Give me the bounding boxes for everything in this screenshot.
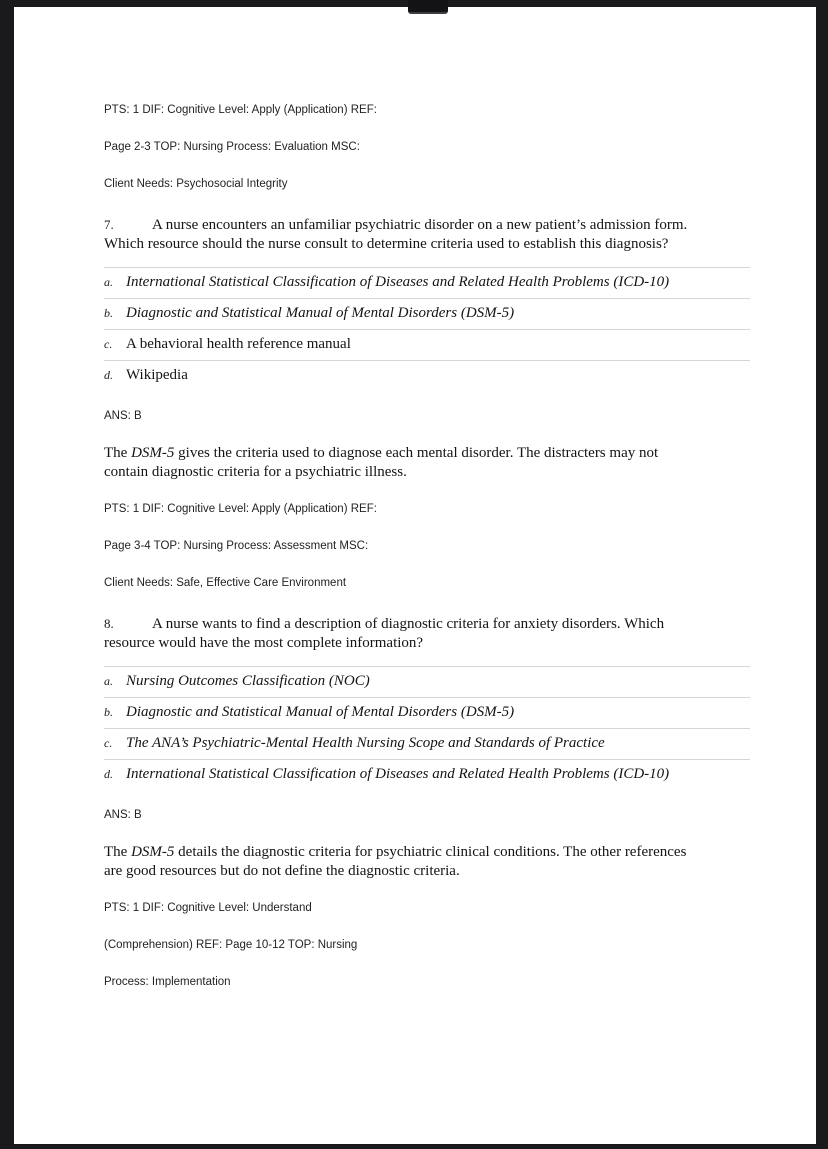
option-text: Wikipedia <box>126 366 188 383</box>
question-8 <box>104 614 688 654</box>
meta-line-page-top: Page 2-3 TOP: Nursing Process: Evaluation MSC: <box>104 141 360 153</box>
meta-line-client-needs: Client Needs: Safe, Effective Care Environment <box>104 577 347 590</box>
option-letter: b. <box>104 704 113 719</box>
document-page <box>14 7 816 1144</box>
option-text: International Statistical Classification of Diseases and Related Health Problems (ICD-10) <box>126 273 670 290</box>
meta-line-ref: (Comprehension) REF: Page 10-12 TOP: Nursing <box>104 939 358 952</box>
rationale-text: The <box>104 843 132 860</box>
option-letter: b. <box>104 305 113 320</box>
option-row-a <box>104 666 750 697</box>
meta-line-pts: PTS: 1 DIF: Cognitive Level: Apply (Application) REF: <box>104 104 377 116</box>
rationale-book-title: DSM-5 <box>131 843 175 860</box>
rationale-text: details the diagnostic criteria for psychiatric clinical conditions. The other references are good resources but do not define the diagnostic criteria. <box>104 843 687 880</box>
meta-line-page-top: Page 3-4 TOP: Nursing Process: Assessment MSC: <box>104 540 369 553</box>
option-text: A behavioral health reference manual <box>126 335 351 352</box>
option-row-d <box>104 360 750 391</box>
option-letter: a. <box>104 673 113 688</box>
rationale-book-title: DSM-5 <box>131 444 175 461</box>
option-row-c <box>104 728 750 759</box>
rationale-text: The <box>104 444 132 461</box>
option-text: Nursing Outcomes Classification (NOC) <box>126 672 370 689</box>
option-letter: c. <box>104 336 113 351</box>
question-7-number: 7. <box>104 217 114 232</box>
rationale-text: gives the criteria used to diagnose each mental disorder. The distracters may not contain diagnostic criteria for a psychiatric illness. <box>104 444 659 480</box>
option-text: Diagnostic and Statistical Manual of Mental Disorders (DSM-5) <box>126 703 515 720</box>
meta-line-pts: PTS: 1 DIF: Cognitive Level: Understand <box>104 902 312 915</box>
option-letter: c. <box>104 735 113 750</box>
meta-line-client-needs: Client Needs: Psychosocial Integrity <box>104 178 288 190</box>
window-handle-tab <box>408 0 448 14</box>
option-row-b <box>104 697 750 728</box>
question-8-text: A nurse wants to find a description of diagnostic criteria for anxiety disorders. Which resource would have the most complete information? <box>104 616 665 652</box>
question-7-options <box>104 267 750 391</box>
question-8-answer: ANS: B <box>104 808 142 821</box>
question-7-answer: ANS: B <box>104 409 142 422</box>
question-7 <box>104 215 688 255</box>
meta-line-pts: PTS: 1 DIF: Cognitive Level: Apply (Application) REF: <box>104 503 377 516</box>
option-letter: d. <box>104 766 113 781</box>
option-text: International Statistical Classification of Diseases and Related Health Problems (ICD-10) <box>126 765 670 782</box>
option-text: The ANA’s Psychiatric-Mental Health Nursing Scope and Standards of Practice <box>126 734 605 751</box>
option-text: Diagnostic and Statistical Manual of Mental Disorders (DSM-5) <box>126 304 515 321</box>
option-row-c <box>104 329 750 360</box>
option-letter: d. <box>104 367 113 382</box>
option-letter: a. <box>104 274 113 289</box>
option-row-a <box>104 267 750 298</box>
question-8-number: 8. <box>104 616 114 632</box>
meta-line-process: Process: Implementation <box>104 976 231 989</box>
question-8-rationale <box>104 843 688 882</box>
option-row-d <box>104 759 750 790</box>
option-row-b <box>104 298 750 329</box>
question-7-rationale <box>104 444 688 483</box>
question-8-options <box>104 666 750 790</box>
question-7-text: A nurse encounters an unfamiliar psychiatric disorder on a new patient’s admission form. Which resource should the nurse consult to determine criteria used to establish this diagnosis? <box>104 217 688 253</box>
